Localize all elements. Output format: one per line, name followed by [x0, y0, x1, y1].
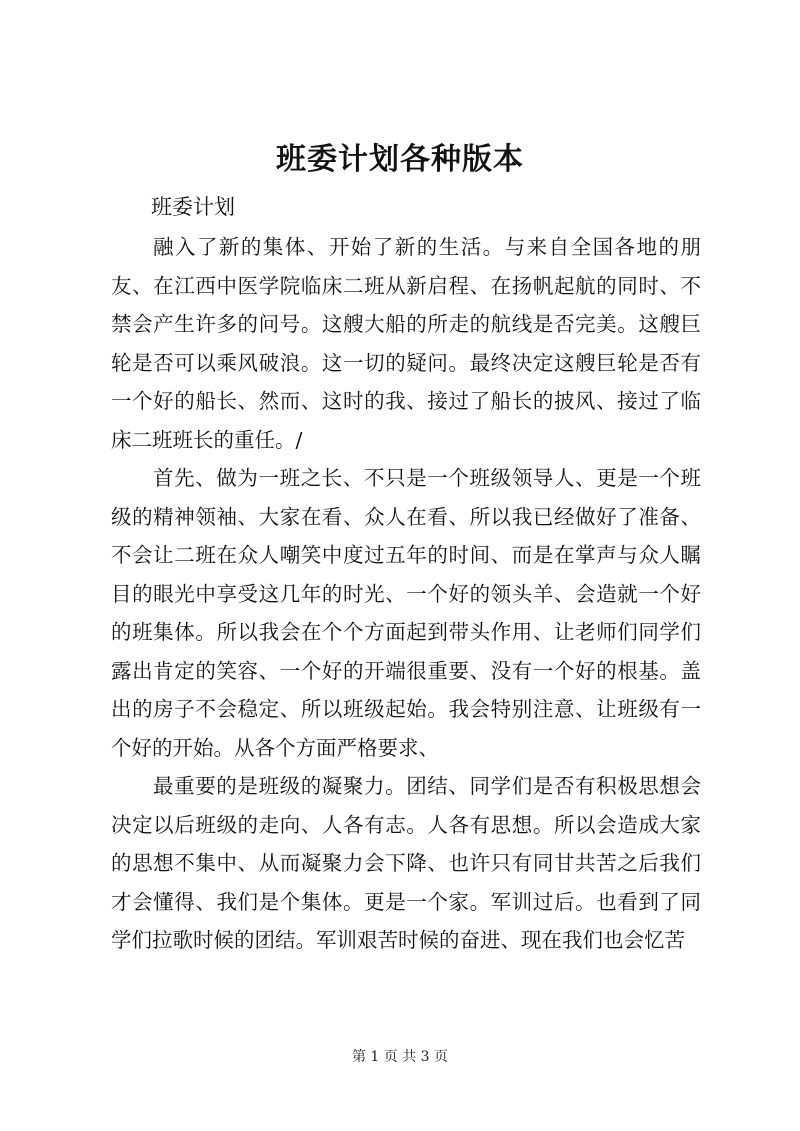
- document-body: [111, 188, 701, 960]
- paragraph-3: 最重要的是班级的凝聚力。团结、同学们是否有积极思想会决定以后班级的走向、人各有志。人各有思想。所以会造成大家的思想不集中、从而凝聚力会下降、也许只有同甘共苦之后我们才会懂得、我们是个集体。更是一个家。军训过后。也看到了同学们拉歌时候的团结。军训艰苦时候的奋进、现在我们也会忆苦: [111, 774, 701, 952]
- page-footer: 第 1 页 共 3 页: [351, 1049, 449, 1065]
- paragraph-1: 融入了新的集体、开始了新的生活。与来自全国各地的朋友、在江西中医学院临床二班从新启程、在扬帆起航的同时、不禁会产生许多的问号。这艘大船的所走的航线是否完美。这艘巨轮是否可以乘风破浪。这一切的疑问。最终决定这艘巨轮是否有一个好的船长、然而、这时的我、接过了船长的披风、接过了临床二班班长的重任。/: [111, 235, 701, 452]
- document-title: 班委计划各种版本: [276, 142, 524, 177]
- paragraph-2: 首先、做为一班之长、不只是一个班级领导人、更是一个班级的精神领袖、大家在看、众人在看、所以我已经做好了准备、不会让二班在众人嘲笑中度过五年的时间、而是在掌声与众人瞩目的眼光中享受这几年的时光、一个好的领头羊、会造就一个好的班集体。所以我会在个个方面起到带头作用、让老师们同学们露出肯定的笑容、一个好的开端很重要、没有一个好的根基。盖出的房子不会稳定、所以班级起始。我会特别注意、让班级有一个好的开始。从各个方面严格要求、: [111, 466, 701, 760]
- section-heading: 班委计划: [151, 195, 235, 219]
